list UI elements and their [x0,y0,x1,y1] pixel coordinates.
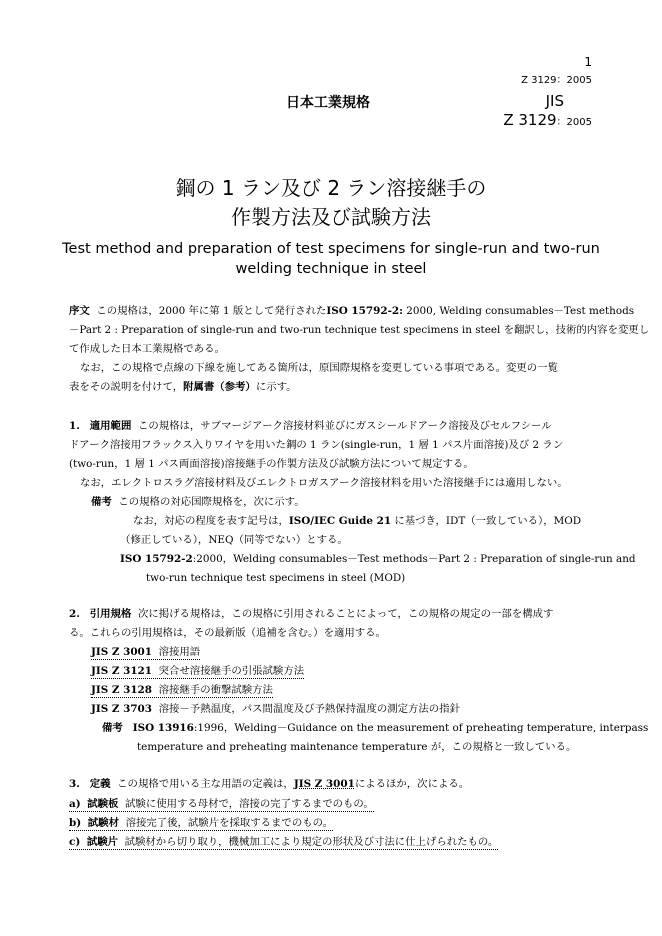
section1-l1: この規格は，サブマージアーク溶接材料並びにガスシールドアーク溶接及びセルフシール [137,420,552,432]
preface-line1 [69,304,634,318]
standard-name: 日本工業規格 [286,95,370,111]
reference-item-underlined [91,665,304,679]
section1-remark [91,495,305,509]
reference-item [91,683,273,697]
preface-annex: 附属書（参考） [183,381,256,393]
section1-remark-label: 備考 [91,496,112,508]
section3-l1-post: によるほか，次による。 [354,778,470,790]
section1-heading: 適用範囲 [89,420,132,432]
jis-label: JIS [545,92,564,110]
section1-remark-l1: この規格の対応国際規格を，次に示す。 [118,496,305,508]
reference-title: 溶接継手の衝撃試験方法 [158,684,273,696]
preface-p2-l2-post: に示す。 [255,381,297,393]
definition-term: 試験板 [87,798,119,810]
definition-term: 試験片 [86,836,119,848]
section1-line1 [69,419,552,433]
definition-term: 試験材 [87,817,119,829]
section3-line1 [69,777,469,791]
section2-remark-l1: :1996，Welding－Guidance on the measurement of preheating temperature, interpass [193,722,649,734]
preface-heading: 序文 [69,305,90,317]
section3-heading: 定義 [89,778,111,790]
definition-item [69,816,333,830]
preface-l1-iso: ISO 15792-2: [326,305,403,317]
section3-ref: JIS Z 3001 [293,778,355,790]
preface-p2-line2 [69,380,297,394]
reference-item-underlined [91,684,273,698]
reference-item-underlined [91,646,200,660]
reference-code: JIS Z 3128 [91,684,153,696]
title-en-line1: Test method and preparation of test specimens for single-run and two-run [62,241,600,257]
preface-line2: －Part 2 : Preparation of single-run and two-run technique test specimens in steel を翻訳し，技術的内容を変更し [69,324,650,336]
definition-text: 試験に使用する母材で，溶接の完了するまでのもの。 [125,798,374,810]
section2-l1: 次に掲げる規格は，この規格に引用されることによって，この規格の規定の一部を構成す [137,608,554,620]
reference-item [91,702,460,716]
page-number: 1 [584,55,592,69]
reference-title: 突合せ溶接継手の引張試験方法 [158,665,305,677]
preface-l1-post: 2000, Welding consumables－Test methods [406,305,635,317]
reference-code: JIS Z 3121 [91,665,153,677]
title-jp-line2: 作製方法及び試験方法 [231,205,431,229]
section1-line3: (two-run，1 層 1 パス両面溶接)溶接継手の作製方法及び試験方法について規定する。 [69,458,474,470]
reference-title: 溶接用語 [158,646,201,658]
section1-iso-l1: :2000，Welding consumables－Test methods－Part 2 : Preparation of single-run and [192,553,636,565]
title-en-line2: welding technique in steel [235,261,427,277]
definition-item-underlined [69,817,333,831]
definition-marker: b) [69,817,82,829]
definition-marker: c) [69,836,81,848]
section1-remark-l2-pre: なお，対応の程度を表す記号は， [133,515,289,527]
definition-text: 試験材から切り取り，機械加工により規定の形状及び寸法に仕上げられたもの。 [124,836,499,848]
section2-remark-line2: temperature and preheating maintenance temperature が，この規格と一致している。 [137,741,577,753]
section1-remark-l2-post: に基づき，IDT（一致している），MOD [394,515,582,527]
section1-iso-line1 [120,552,636,566]
reference-item [91,664,304,678]
section2-heading: 引用規格 [89,608,132,620]
section1-line2: ドアーク溶接用フラックス入りワイヤを用いた鋼の 1 ラン(single-run，1 層 1 パス片面溶接)及び 2 ラン [69,439,564,451]
section3-l1-pre: この規格で用いる主な用語の定義は， [117,778,294,790]
section1-iso: ISO 15792-2 [120,553,193,565]
preface-p2-l2-pre: 表をその説明を付けて， [69,381,184,393]
definition-item [69,835,498,849]
preface-l1-pre: この規格は，2000 年に第 1 版として発行された [96,305,327,317]
section1-iso-line2: two-run technique test specimens in steel (MOD) [146,572,406,584]
preface-line3: て作成した日本工業規格である。 [69,343,225,355]
reference-code: JIS Z 3703 [91,703,153,715]
reference-title: 溶接－予熱温度，パス間温度及び予熱保持温度の測定方法の指針 [158,703,460,715]
standard-code-year: ：2005 [556,117,592,128]
reference-code: JIS Z 3001 [91,646,153,658]
section3-num: 3. [69,778,80,790]
doc-code: Z 3129：2005 [521,75,592,86]
section1-num: 1. [69,420,80,432]
section1-guide: ISO/IEC Guide 21 [288,515,392,527]
section2-remark-label: 備考 [102,722,123,734]
section2-remark-iso: ISO 13916 [132,722,194,734]
definition-item [69,797,374,811]
definition-marker: a) [69,798,81,810]
section1-line4: なお，エレクトロスラグ溶接材料及びエレクトロガスアーク溶接材料を用いた溶接継手には適用しない。 [80,477,568,489]
standard-code-number: Z 3129 [503,111,557,129]
preface-p2-line1: なお，この規格で点線の下線を施してある箇所は，原国際規格を変更している事項である。変更の一覧 [80,362,558,374]
section2-line1 [69,607,553,621]
definition-item-underlined [69,798,374,812]
section1-remark-line3: （修正している），NEQ（同等でない）とする。 [120,534,348,546]
section2-remark [102,721,648,735]
definition-text: 溶接完了後，試験片を採取するまでのもの。 [125,817,333,829]
section2-line2: る。これらの引用規格は，その最新版（追補を含む。）を適用する。 [69,627,386,639]
reference-item [91,645,200,659]
standard-code [503,111,592,129]
definition-item-underlined [69,836,498,850]
section2-num: 2. [69,608,80,620]
section1-remark-line2 [133,514,581,528]
title-jp-line1: 鋼の 1 ラン及び 2 ラン溶接継手の [175,176,487,200]
